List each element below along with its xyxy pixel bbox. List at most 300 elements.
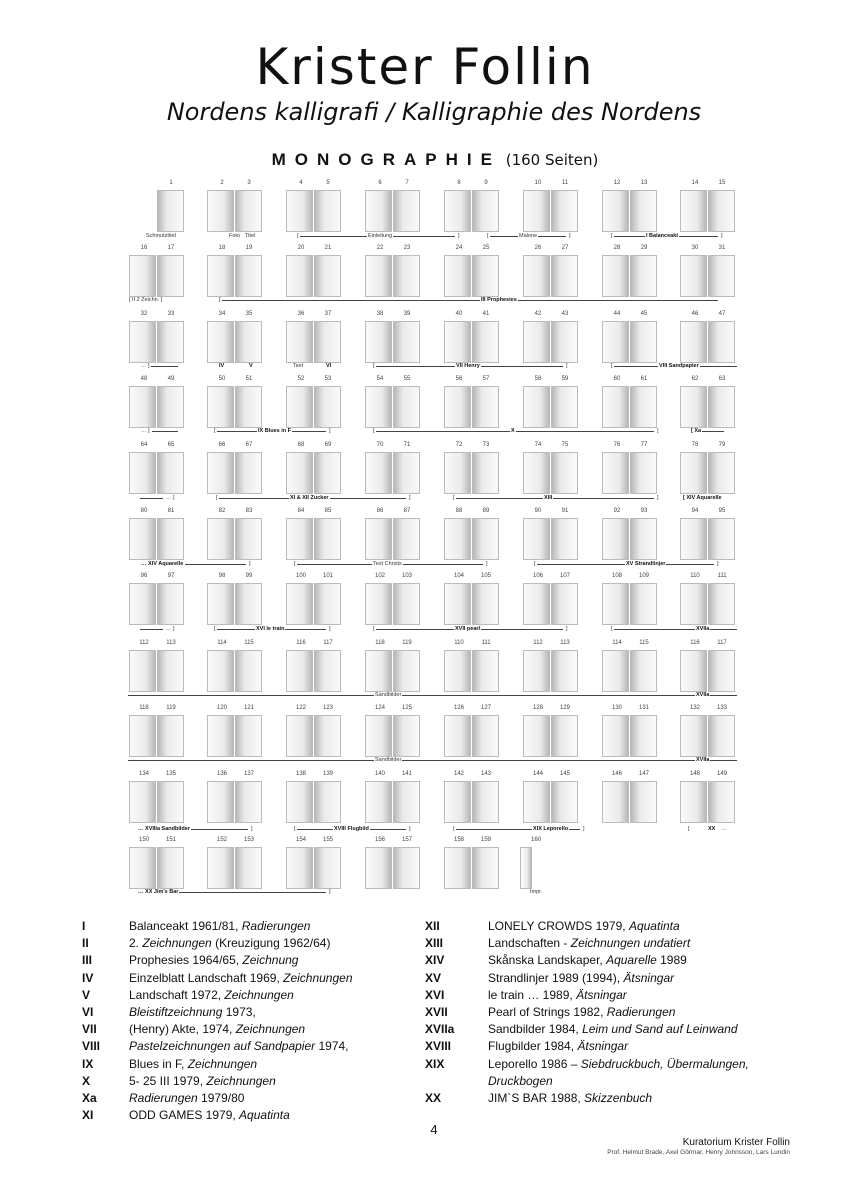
spread-4-5 [283, 180, 343, 238]
spread-140-141 [362, 771, 422, 829]
page-number-label: 81 [167, 508, 175, 514]
spread-caption: ] [329, 889, 331, 895]
spread-2-3 [204, 180, 264, 238]
page-number-label: 4 [299, 180, 303, 186]
page-number-label: 2 [220, 180, 224, 186]
range-bracket-line [454, 493, 654, 499]
page-number-label: 111 [481, 640, 491, 646]
page-number-label: 97 [167, 573, 175, 579]
page-number-label: 125 [401, 705, 412, 711]
page-thumbnail [393, 518, 420, 560]
spread-34-35 [204, 311, 264, 369]
page-number-label: 72 [455, 442, 463, 448]
page-thumbnail [393, 452, 420, 494]
page-thumbnail [523, 190, 550, 232]
spread-caption: [ [611, 363, 613, 369]
page-number-label: 149 [716, 771, 727, 777]
page-thumbnail [207, 781, 234, 823]
roman-numeral: XVIIa [425, 1022, 455, 1037]
spread-76-77 [599, 442, 659, 500]
spread-caption: ] [657, 428, 659, 434]
legend-description: Sandbilder 1984, Leim und Sand auf Leinwand [488, 1022, 738, 1037]
page-thumbnail [630, 781, 657, 823]
page-thumbnail [602, 583, 629, 625]
page-thumbnail [235, 452, 262, 494]
page-number-label: 112 [533, 640, 543, 646]
page-thumbnail [472, 518, 499, 560]
page-number-label: 28 [613, 245, 621, 251]
spread-caption: ] [329, 626, 331, 632]
spread-caption: XI & XII Zucker [290, 495, 329, 501]
page-thumbnail [365, 386, 392, 428]
legend-entry [425, 970, 775, 987]
page-thumbnail [472, 190, 499, 232]
page-number-label: 32 [140, 311, 148, 317]
page-number-label: 5 [326, 180, 330, 186]
spread-12-13 [599, 180, 659, 238]
spread-104-105 [441, 573, 501, 631]
legend-description: Flugbilder 1984, Ätsningar [488, 1039, 629, 1054]
page-thumbnail [365, 781, 392, 823]
page-thumbnail [708, 650, 735, 692]
page-number-label: 9 [484, 180, 488, 186]
page-number-label: 15 [718, 180, 726, 186]
legend-description: Pastelzeichnungen auf Sandpapier 1974, [129, 1039, 349, 1054]
spread-caption: [ [453, 826, 455, 832]
page-number-label: 27 [561, 245, 569, 251]
page-thumbnail [314, 715, 341, 757]
page-number-label: 140 [374, 771, 385, 777]
page-number-label: 26 [534, 245, 542, 251]
page-number-label: 132 [689, 705, 700, 711]
page-thumbnail [286, 321, 313, 363]
page-thumbnail [551, 650, 578, 692]
spread-caption: … XVIIIa Sandbilder [138, 826, 190, 832]
page-thumbnail [708, 255, 735, 297]
spread-caption: [ [373, 626, 375, 632]
page-number-label: 143 [480, 771, 491, 777]
page-thumbnail [207, 518, 234, 560]
page-thumbnail [472, 781, 499, 823]
range-bracket-line [140, 493, 163, 499]
page-number-label: 114 [217, 640, 227, 646]
spread-caption: VII Henry [456, 363, 480, 369]
page-number-label: 118 [139, 705, 149, 711]
roman-numeral: II [82, 936, 89, 951]
range-bracket-line [183, 824, 248, 830]
spread-caption: XIII [544, 495, 553, 501]
legend-entry [425, 1090, 775, 1107]
range-bracket-line [185, 559, 246, 565]
page-number-label: 57 [482, 376, 490, 382]
spread-caption: Foto [229, 233, 241, 239]
page-number-label: 92 [613, 508, 621, 514]
page-number-label: 119 [402, 640, 412, 646]
spread-caption: Text [293, 363, 304, 369]
page-count: (160 Seiten) [505, 151, 599, 169]
page-thumbnail [680, 715, 707, 757]
page-number-label: 41 [482, 311, 490, 317]
page-number-label: 12 [613, 180, 621, 186]
page-number-label: 56 [455, 376, 463, 382]
spread-caption: [ [453, 495, 455, 501]
page-thumbnail [157, 650, 184, 692]
spread-caption: IX Blues in F [258, 428, 292, 434]
page-thumbnail [523, 715, 550, 757]
roman-numeral: XIII [425, 936, 444, 951]
page-thumbnail [365, 583, 392, 625]
legend-entry [425, 1004, 775, 1021]
spread-96-97 [126, 573, 186, 631]
page-number-label: 93 [640, 508, 648, 514]
page-thumbnail [393, 386, 420, 428]
spread-caption: … ] [166, 495, 175, 501]
spread-caption: XVIIa [696, 692, 710, 698]
page-thumbnail [393, 650, 420, 692]
page-number-label: 45 [640, 311, 648, 317]
page-number-label: 124 [374, 705, 385, 711]
page-number-label: 55 [403, 376, 411, 382]
page-thumbnail [314, 190, 341, 232]
page-thumbnail [551, 781, 578, 823]
section-name: MONOGRAPHIE [271, 150, 501, 169]
legend-description: JIM`S BAR 1988, Skizzenbuch [488, 1091, 653, 1106]
page-number-label: 52 [297, 376, 305, 382]
page-thumbnail [523, 255, 550, 297]
page-number-label: 129 [559, 705, 570, 711]
legend-description: Pearl of Strings 1982, Radierungen [488, 1005, 676, 1020]
page-thumbnail [129, 650, 156, 692]
page-number-label: 1 [169, 180, 173, 186]
page-number-label: 117 [323, 640, 333, 646]
spread-108-109 [599, 573, 659, 631]
page-number-label: 79 [718, 442, 726, 448]
legend-entry [82, 918, 382, 935]
page-thumbnail [314, 518, 341, 560]
page-number-label: 113 [166, 640, 176, 646]
page-thumbnail [523, 583, 550, 625]
page-thumbnail [207, 583, 234, 625]
spread-70-71 [362, 442, 422, 500]
legend-entry [82, 1090, 382, 1107]
page-thumbnail [235, 781, 262, 823]
page-number-label: 123 [322, 705, 333, 711]
spread-caption: ] [566, 626, 568, 632]
legend-entry [82, 1004, 382, 1021]
page-number-label: 144 [532, 771, 543, 777]
legend-left-column [82, 918, 382, 1124]
page-number-label: 47 [718, 311, 726, 317]
legend-entry [425, 918, 775, 935]
page-number-label: 60 [613, 376, 621, 382]
page-number-label: 127 [480, 705, 491, 711]
spread-caption: [ [373, 428, 375, 434]
page-thumbnail [708, 190, 735, 232]
roman-numeral: XII [425, 919, 440, 933]
range-bracket-line [140, 624, 163, 630]
page-thumbnail [472, 715, 499, 757]
page-thumbnail [286, 518, 313, 560]
spread-caption: [ [611, 626, 613, 632]
page-thumbnail [523, 386, 550, 428]
spread-72-73 [441, 442, 501, 500]
spread-caption: ] [409, 495, 411, 501]
page-number-label: 113 [560, 640, 570, 646]
page-number-label: 116 [296, 640, 306, 646]
legend-entry [425, 1056, 775, 1090]
page-thumbnail [444, 321, 471, 363]
page-thumbnail [393, 321, 420, 363]
page-thumbnail [472, 452, 499, 494]
page-number-label: 115 [244, 640, 254, 646]
page-thumbnail [157, 386, 184, 428]
spread-92-93 [599, 508, 659, 566]
page-thumbnail [286, 386, 313, 428]
spread-136-137 [204, 771, 264, 829]
page-number-label: 77 [640, 442, 648, 448]
legend-entry [425, 935, 775, 952]
legend-entry [82, 1021, 382, 1038]
spread-90-91 [520, 508, 580, 566]
page-number-label: 155 [322, 837, 333, 843]
page-thumbnail [523, 781, 550, 823]
page-number-label: 126 [453, 705, 464, 711]
spread-16-17 [126, 245, 186, 303]
spread-caption: Malone [519, 233, 538, 239]
legend-description: Bleistiftzeichnung 1973, [129, 1005, 256, 1020]
page-number-label: 3 [247, 180, 251, 186]
page-thumbnail [444, 715, 471, 757]
page-number-label: 66 [218, 442, 226, 448]
page-number-label: 35 [245, 311, 253, 317]
page-number-label: 24 [455, 245, 463, 251]
spread-caption: [ [214, 428, 216, 434]
legend-description: Blues in F, Zeichnungen [129, 1056, 258, 1071]
spread-106-107 [520, 573, 580, 631]
page-thumbnail [680, 255, 707, 297]
page-thumbnail [129, 321, 156, 363]
spread-caption: Impr. [530, 889, 543, 895]
page-number-label: 150 [138, 837, 149, 843]
page-thumbnail [602, 781, 629, 823]
spread-caption: XV Strandlinjer [626, 561, 666, 567]
spread-caption: ] [717, 561, 719, 567]
page-number-label: 139 [322, 771, 333, 777]
page-number-label: 145 [559, 771, 570, 777]
page-number-label: 21 [324, 245, 332, 251]
page-thumbnail [157, 452, 184, 494]
spread-caption: X [511, 428, 515, 434]
range-bracket-line [612, 624, 737, 630]
roman-numeral: XVIII [425, 1039, 452, 1054]
page-number-label: 117 [717, 640, 727, 646]
page-thumbnail [444, 255, 471, 297]
page-thumbnail [207, 321, 234, 363]
page-number-label: 31 [718, 245, 726, 251]
page-thumbnail [129, 715, 156, 757]
page-number-label: 85 [324, 508, 332, 514]
page-number-label: 14 [691, 180, 699, 186]
page-number-label: 16 [140, 245, 148, 251]
page-number-label: 83 [245, 508, 253, 514]
range-bracket-line [128, 690, 737, 696]
page-thumbnail [157, 518, 184, 560]
spread-caption: ] [721, 233, 723, 239]
page-number-label: 70 [376, 442, 384, 448]
spread-138-139 [283, 771, 343, 829]
page-thumbnail [286, 190, 313, 232]
spread-caption: … ] [141, 363, 150, 369]
page-thumbnail [680, 518, 707, 560]
page-number-label: 17 [167, 245, 175, 251]
page-number-label: 39 [403, 311, 411, 317]
page-thumbnail [314, 847, 341, 889]
spread-94-95 [677, 508, 737, 566]
page-number-label: 48 [140, 376, 148, 382]
legend-description: Landschaft 1972, Zeichnungen [129, 987, 294, 1002]
page-thumbnail [235, 255, 262, 297]
footer [607, 1137, 790, 1156]
footer-org: Kuratorium Krister Follin [682, 1137, 790, 1148]
page-number-label: 88 [455, 508, 463, 514]
spread-6-7 [362, 180, 422, 238]
page-thumbnail [235, 650, 262, 692]
page-number-label: 80 [140, 508, 148, 514]
page-number-label: 68 [297, 442, 305, 448]
page-number-label: 25 [482, 245, 490, 251]
page-thumbnail [551, 518, 578, 560]
page-number-label: 114 [612, 640, 622, 646]
spread-caption: XVII pearl [455, 626, 481, 632]
spread-caption: ] [249, 561, 251, 567]
page-number-label: 37 [324, 311, 332, 317]
page-number-label: 119 [166, 705, 176, 711]
spread-caption: [ [216, 495, 218, 501]
page-thumbnail [129, 452, 156, 494]
page-thumbnail [708, 452, 735, 494]
page-number-label: 22 [376, 245, 384, 251]
page-number-label: 61 [640, 376, 648, 382]
page-number-label: 71 [403, 442, 411, 448]
legend-description: Radierungen 1979/80 [129, 1091, 245, 1106]
spread-caption: ] [569, 233, 571, 239]
spread-caption: VI [326, 363, 332, 369]
page-thumbnail [551, 190, 578, 232]
page-thumbnail [157, 321, 184, 363]
spread-caption: [ [373, 363, 375, 369]
spread-caption: ] [458, 233, 460, 239]
page-thumbnail [708, 386, 735, 428]
page-thumbnail [602, 321, 629, 363]
page-thumbnail [314, 650, 341, 692]
legend-entry [82, 1056, 382, 1073]
spread-78-79 [677, 442, 737, 500]
roman-numeral: V [82, 987, 91, 1002]
page-thumbnail [472, 583, 499, 625]
page-number-label: 104 [453, 573, 464, 579]
legend-description: (Henry) Akte, 1974, Zeichnungen [129, 1022, 306, 1037]
page-number-label: 112 [139, 640, 149, 646]
page-number-label: 102 [374, 573, 385, 579]
spread-102-103 [362, 573, 422, 631]
page-number-label: 128 [532, 705, 543, 711]
spread-caption: XVIIa [696, 626, 710, 632]
page-thumbnail [286, 715, 313, 757]
page-number-label: 100 [295, 573, 306, 579]
page-number-label: 8 [457, 180, 461, 186]
page-thumbnail [680, 386, 707, 428]
page-thumbnail [365, 518, 392, 560]
legend-description: Einzelblatt Landschaft 1969, Zeichnungen [129, 970, 353, 985]
legend-entry [425, 1021, 775, 1038]
page-thumbnail [708, 781, 735, 823]
page-thumbnail [523, 452, 550, 494]
page-thumbnail [314, 452, 341, 494]
page-number-label: 94 [691, 508, 699, 514]
legend-description: Skånska Landskaper, Aquarelle 1989 [488, 953, 687, 968]
spread-84-85 [283, 508, 343, 566]
roman-numeral: III [82, 953, 93, 968]
page-thumbnail [523, 650, 550, 692]
page-thumbnail [365, 190, 392, 232]
page-number-label: 19 [245, 245, 253, 251]
page-thumbnail [235, 386, 262, 428]
spread-caption: I Balanceakt [646, 233, 679, 239]
page-number-label: 84 [297, 508, 305, 514]
page-number-label: 106 [532, 573, 543, 579]
page-number-label: 160 [530, 837, 541, 843]
page-number-label: 152 [216, 837, 227, 843]
page-thumbnail [551, 321, 578, 363]
range-bracket-line [162, 887, 326, 893]
page-number-label: 136 [216, 771, 227, 777]
page-number-label: 90 [534, 508, 542, 514]
page-thumbnail [393, 847, 420, 889]
page-thumbnail [129, 518, 156, 560]
spread-caption: [ [487, 233, 489, 239]
page-thumbnail [680, 583, 707, 625]
spread-caption: [ [611, 233, 613, 239]
spread-142-143 [441, 771, 501, 829]
page-number-label: 134 [138, 771, 149, 777]
page-thumbnail [630, 255, 657, 297]
page-thumbnail [235, 321, 262, 363]
spread-64-65 [126, 442, 186, 500]
spread-caption: [ Xa [691, 428, 702, 434]
roman-numeral: IV [82, 970, 94, 985]
page-thumbnail [472, 650, 499, 692]
page-thumbnail [602, 386, 629, 428]
legend-entry [425, 952, 775, 969]
page-thumbnail [444, 386, 471, 428]
page-thumbnail [207, 386, 234, 428]
spread-caption: Schmutztitel [146, 233, 176, 239]
page-thumbnail [157, 847, 184, 889]
page-number-label: 108 [611, 573, 622, 579]
document-title: Krister Follin [255, 38, 595, 96]
roman-numeral: X [82, 1073, 91, 1088]
spread-caption: … [721, 826, 727, 832]
page-number-label: 38 [376, 311, 384, 317]
spread-158-159 [441, 837, 501, 895]
page-number-label: 131 [638, 705, 649, 711]
page-number-label: 75 [561, 442, 569, 448]
page-thumbnail [472, 386, 499, 428]
page-number-label: 40 [455, 311, 463, 317]
spread-caption: V [249, 363, 253, 369]
spread-caption: Titel [245, 233, 256, 239]
spread-caption: [ II 2 Zeichn. ] [129, 297, 163, 303]
